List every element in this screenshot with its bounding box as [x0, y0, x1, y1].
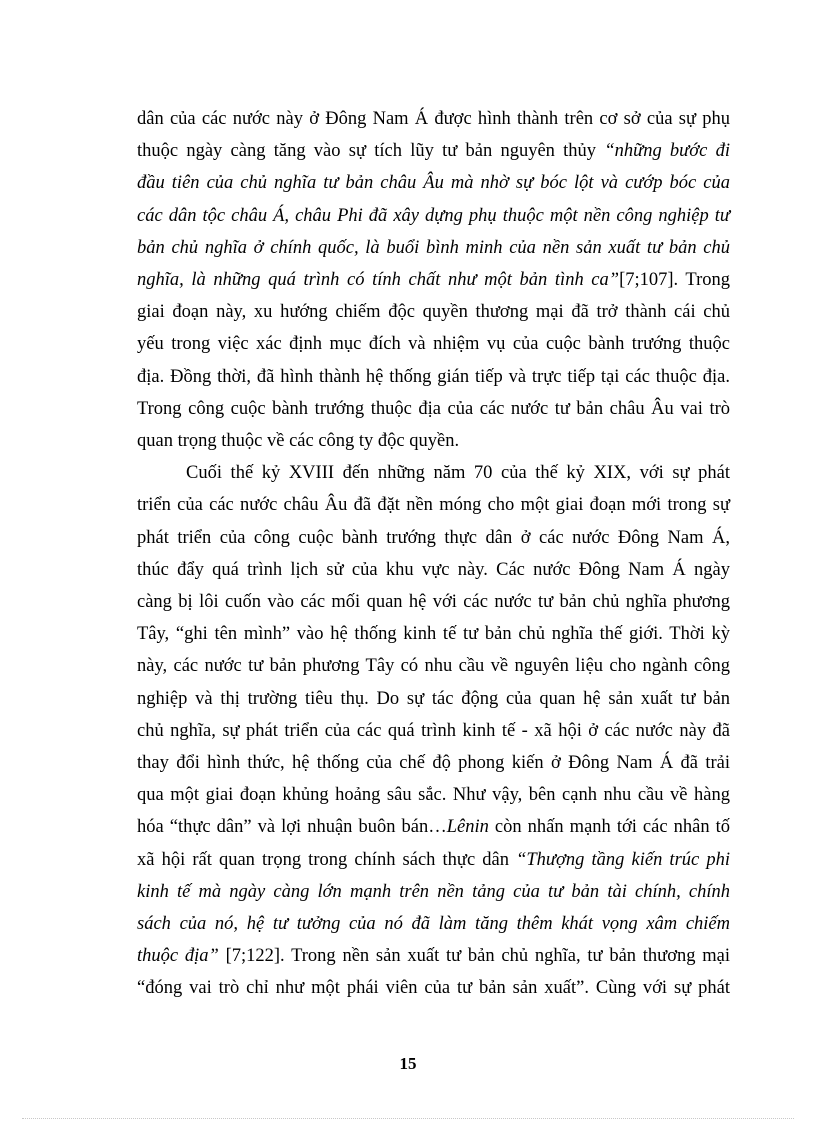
text-line [137, 167, 730, 199]
text-run: dân của các nước này ở Đông Nam Á được hình thành trên cơ sở của sự phụ [137, 109, 730, 129]
text-line [137, 232, 730, 264]
text-run: nghiệp và thị trường tiêu thụ. Do sự tác động của quan hệ sản xuất tư bản [137, 688, 730, 709]
italic-text-run: đầu tiên của chủ nghĩa tư bản châu Âu mà nhờ sự bóc lột và cướp bóc của [137, 173, 730, 194]
text-line [137, 586, 730, 618]
text-line [137, 103, 730, 135]
text-run: qua một giai đoạn khủng hoảng sâu sắc. Như vậy, bên cạnh nhu cầu về hàng [137, 785, 730, 806]
text-line [137, 296, 730, 328]
text-line [137, 328, 730, 360]
text-line [137, 554, 730, 586]
text-line [137, 972, 730, 1004]
italic-text-run: “những bước đi [604, 141, 730, 162]
text-line [137, 715, 730, 747]
text-run: thuộc ngày càng tăng vào sự tích lũy tư bản nguyên thủy [137, 141, 605, 162]
text-line [137, 489, 730, 521]
text-line [137, 393, 730, 425]
page-bottom-divider [22, 1118, 794, 1119]
text-run: yếu trong việc xác định mục đích và nhiệm vụ của cuộc bành trướng thuộc [137, 334, 730, 355]
text-run: hóa “thực dân” và lợi nhuận buôn bán… [137, 817, 447, 838]
text-run: thúc đẩy quá trình lịch sử của khu vực này. Các nước Đông Nam Á ngày [137, 559, 730, 580]
italic-text-run: “Thượng tầng kiến trúc phi [516, 849, 730, 870]
text-line [137, 876, 730, 908]
text-run: này, các nước tư bản phương Tây có nhu cầu về nguyên liệu cho ngành công [137, 656, 730, 677]
italic-text-run: nghĩa, là những quá trình có tính chất như một bản tình ca” [137, 270, 620, 290]
text-run: giai đoạn này, xu hướng chiếm độc quyền thương mại đã trở thành cái chủ [137, 302, 730, 323]
text-line [137, 200, 730, 232]
text-run: triển của các nước châu Âu đã đặt nền móng cho một giai đoạn mới trong sự [137, 495, 730, 516]
text-run: phát triển của công cuộc bành trướng thực dân ở các nước Đông Nam Á, [137, 527, 730, 548]
text-line [137, 135, 730, 167]
italic-text-run: sách của nó, hệ tư tưởng của nó đã làm tăng thêm khát vọng xâm chiếm [137, 914, 730, 934]
text-line [137, 779, 730, 811]
text-line [137, 361, 730, 393]
italic-text-run: thuộc địa” [137, 946, 219, 967]
text-line [137, 650, 730, 682]
text-line [137, 747, 730, 779]
italic-text-run: các dân tộc châu Á, châu Phi đã xây dựng phụ thuộc một nền công nghiệp tư [137, 205, 730, 226]
text-run: [7;107]. Trong [619, 270, 730, 290]
text-run: xã hội rất quan trọng trong chính sách thực dân [137, 849, 517, 870]
text-run: Tây, “ghi tên mình” vào hệ thống kinh tế tư bản chủ nghĩa thế giới. Thời kỳ [137, 624, 730, 645]
text-run: địa. Đồng thời, đã hình thành hệ thống gián tiếp và trực tiếp tại các thuộc địa. [137, 366, 730, 387]
text-run: càng bị lôi cuốn vào các mối quan hệ với các nước tư bản chủ nghĩa phương [137, 592, 730, 612]
text-line [137, 264, 730, 296]
text-run: quan trọng thuộc về các công ty độc quyền. [137, 431, 460, 451]
text-run: “đóng vai trò chỉ như một phái viên của tư bản sản xuất”. Cùng với sự phát [137, 978, 730, 999]
text-line [137, 618, 730, 650]
text-run: Trong công cuộc bành trướng thuộc địa của các nước tư bản châu Âu vai trò [137, 398, 730, 419]
italic-text-run: kinh tế mà ngày càng lớn mạnh trên nền tảng của tư bản tài chính, chính [137, 881, 730, 902]
text-line [137, 844, 730, 876]
text-run: chủ nghĩa, sự phát triển của các quá trình kinh tế - xã hội ở các nước này đã [137, 720, 730, 741]
text-line [137, 908, 730, 940]
text-line [186, 457, 730, 489]
text-line [137, 683, 730, 715]
text-line [137, 522, 730, 554]
text-line [137, 811, 730, 843]
text-run: Cuối thế kỷ XVIII đến những năm 70 của thế kỷ XIX, với sự phát [186, 463, 730, 484]
text-run: còn nhấn mạnh tới các nhân tố [488, 817, 731, 838]
page-number: 15 [399, 1054, 417, 1073]
italic-text-run: bản chủ nghĩa ở chính quốc, là buổi bình minh của nền sản xuất tư bản chủ [137, 237, 730, 258]
text-line [137, 940, 730, 972]
text-line [137, 425, 730, 457]
italic-text-run: Lênin [446, 817, 489, 838]
text-run: [7;122]. Trong nền sản xuất tư bản chủ nghĩa, tư bản thương mại [218, 946, 731, 967]
text-run: thay đổi hình thức, hệ thống của chế độ phong kiến ở Đông Nam Á đã trải [137, 753, 730, 773]
